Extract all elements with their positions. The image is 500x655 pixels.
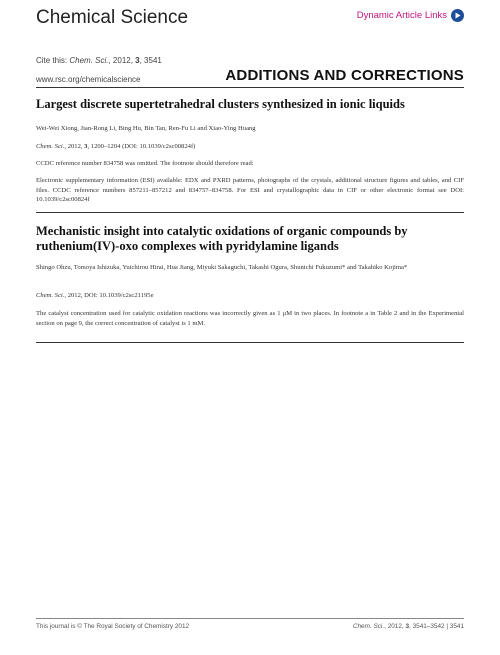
footer-citation: [353, 623, 464, 630]
article-1-title: Largest discrete supertetrahedral clusters synthesized in ionic liquids: [36, 97, 405, 111]
article-1-ref-journal: Chem. Sci.: [36, 143, 65, 150]
journal-title: Chemical Science: [36, 7, 189, 28]
article-1-ref-rest: , 1200–1204 (DOI: 10.1039/c2sc00824f): [87, 143, 196, 150]
article-1-authors: Wei-Wei Xiong, Jian-Rong Li, Bing Hu, Bin Tan, Ren-Fu Li and Xiao-Ying Huang: [36, 125, 256, 132]
footer-pages: , 3541–3542 | 3541: [409, 623, 464, 630]
footer-copyright: This journal is © The Royal Society of Chemistry 2012: [36, 623, 190, 630]
header-rule: [36, 87, 464, 88]
article-2-title: Mechanistic insight into catalytic oxidations of organic compounds by ruthenium(IV)-oxo complexes with pyridylamine ligands: [36, 224, 408, 253]
article-1-ref-volume: 3: [84, 143, 88, 150]
footer-volume: 3: [405, 623, 410, 630]
dynamic-article-links[interactable]: [357, 9, 464, 22]
footer-year: , 2012,: [384, 623, 406, 630]
article-2-reference: [36, 291, 464, 301]
section-heading: ADDITIONS AND CORRECTIONS: [225, 67, 464, 84]
article-2-authors: Shingo Ohzu, Tomoya Ishizuka, Yuichirou Hirai, Hua Jiang, Miyuki Sakaguchi, Takashi Ogura, Shunichi Fukuzumi* and Takahiko Kojima*: [36, 264, 408, 271]
dynamic-article-links-text[interactable]: Dynamic Article Links: [356, 10, 447, 21]
article-1-paragraph-1: CCDC reference number 834758 was omitted. The footnote should therefore read:: [36, 160, 254, 167]
article-1-rule: [36, 212, 464, 213]
cite-year: , 2012,: [108, 56, 136, 65]
cite-prefix: Cite this:: [36, 56, 70, 65]
article-2-ref-rest: , 2012, DOI: 10.1039/c2sc21195e: [64, 292, 154, 299]
article-1-paragraph-2: Electronic supplementary information (ESI) available: EDX and PXRD patterns, photographs of the crystals, additional structure figures and tables, and CIF files. CCDC reference numbers 857211–857212 and 834757–834758. For ESI and crystallographic data in CIF or other electronic format see DOI: 10.1039/c2sc00824f: [36, 177, 464, 203]
footer-rule: [36, 618, 464, 619]
cite-volume: 3: [135, 56, 140, 65]
article-2-paragraph-1: The catalyst concentration used for catalytic oxidation reactions was incorrectly given as 1 μM in two places. In footnote a in Table 2 and in the Experimental section on page 9, the correct concentration of catalyst is 1 mM.: [36, 310, 464, 327]
article-2-ref-journal: Chem. Sci.: [36, 292, 65, 299]
journal-url[interactable]: www.rsc.org/chemicalscience: [36, 75, 141, 84]
cite-journal: Chem. Sci.: [69, 56, 109, 65]
article-1-reference: [36, 142, 464, 152]
article-2-rule: [36, 342, 464, 343]
footer-journal: Chem. Sci.: [352, 623, 385, 630]
cite-pages: , 3541: [139, 56, 162, 65]
citation-line: [36, 56, 162, 65]
play-arrow-icon[interactable]: [451, 9, 464, 22]
article-1-ref-year: , 2012,: [64, 143, 85, 150]
